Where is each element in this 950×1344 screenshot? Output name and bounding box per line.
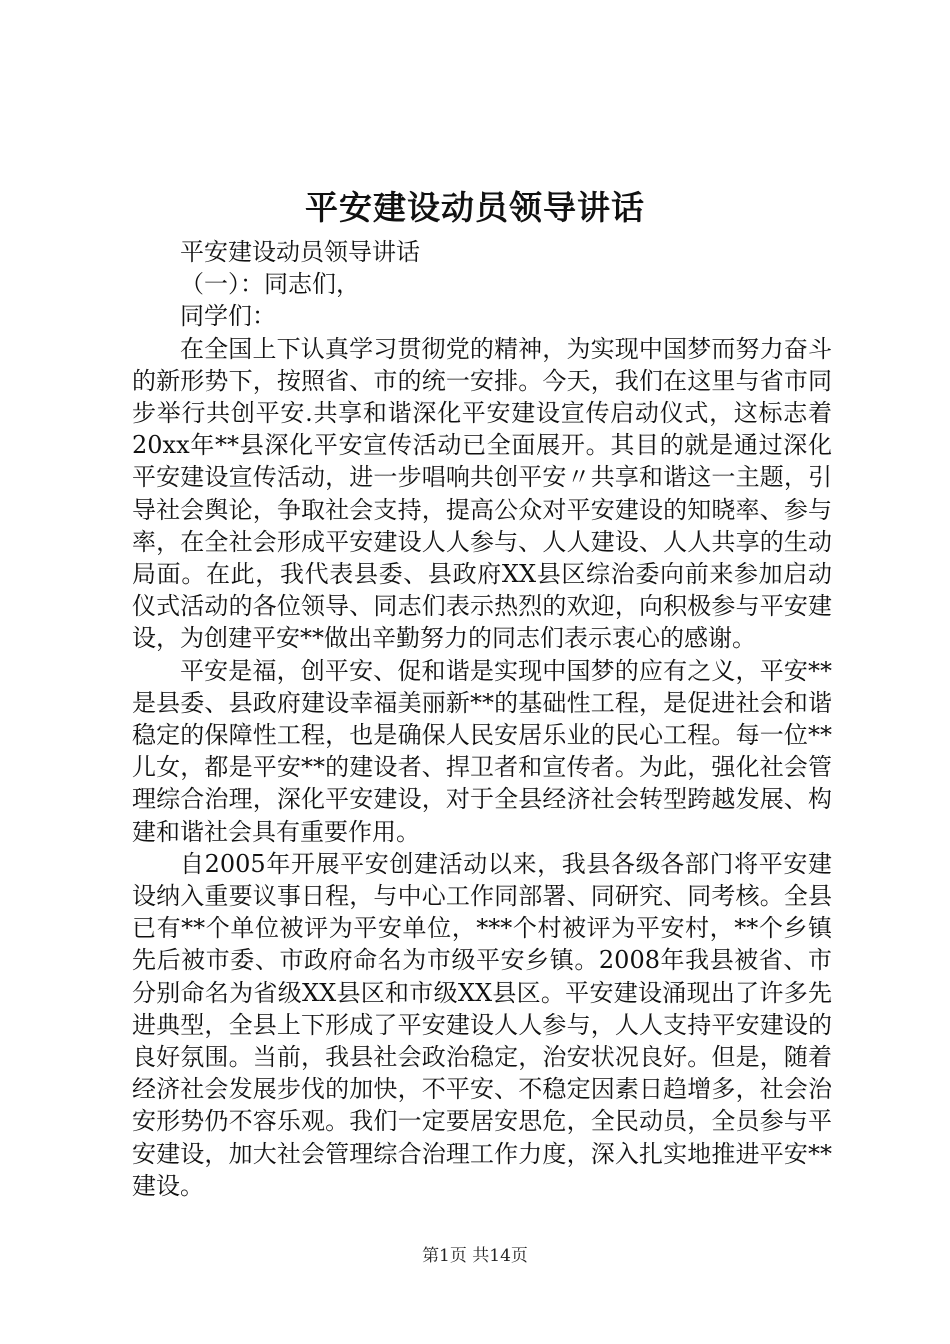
body-paragraph-3: 自2005年开展平安创建活动以来，我县各级各部门将平安建设纳入重要议事日程，与中心工作同部署、同研究、同考核。全县已有**个单位被评为平安单位，***个村被评为平安村，**个乡镇先后被市委、市政府命名为市级平安乡镇。2008年我县被省、市分别命名为省级XX县区和市级XX县区。平安建设涌现出了许多先进典型，全县上下形成了平安建设人人参与，人人支持平安建设的良好氛围。当前，我县社会政治稳定，治安状况良好。但是，随着经济社会发展步伐的加快，不平安、不稳定因素日趋增多，社会治安形势仍不容乐观。我们一定要居安思危，全民动员，全员参与平安建设，加大社会管理综合治理工作力度，深入扎实地推进平安**建设。 xyxy=(132,849,832,1200)
salutation-line-2: 同学们： xyxy=(180,302,276,331)
document-body xyxy=(132,236,832,1202)
document-title: 平安建设动员领导讲话 xyxy=(305,188,645,227)
salutation-line-1: （一）：同志们， xyxy=(180,270,360,299)
document-subtitle: 平安建设动员领导讲话 xyxy=(180,238,420,266)
page-number-footer: 第1页 共14页 xyxy=(422,1246,528,1266)
body-paragraph-1: 在全国上下认真学习贯彻党的精神，为实现中国梦而努力奋斗的新形势下，按照省、市的统一安排。今天，我们在这里与省市同步举行共创平安.共享和谐深化平安建设宣传启动仪式，这标志着20xx年**县深化平安宣传活动已全面展开。其目的就是通过深化平安建设宣传活动，进一步唱响共创平安〃共享和谐这一主题，引导社会舆论，争取社会支持，提高公众对平安建设的知晓率、参与率，在全社会形成平安建设人人参与、人人建设、人人共享的生动局面。在此，我代表县委、县政府XX县区综治委向前来参加启动仪式活动的各位领导、同志们表示热烈的欢迎，向积极参与平安建设，为创建平安**做出辛勤努力的同志们表示衷心的感谢。 xyxy=(132,334,832,653)
body-paragraph-2: 平安是福，创平安、促和谐是实现中国梦的应有之义，平安**是县委、县政府建设幸福美丽新**的基础性工程，是促进社会和谐稳定的保障性工程，也是确保人民安居乐业的民心工程。每一位**儿女，都是平安**的建设者、捍卫者和宣传者。为此，强化社会管理综合治理，深化平安建设，对于全县经济社会转型跨越发展、构建和谐社会具有重要作用。 xyxy=(132,656,832,846)
